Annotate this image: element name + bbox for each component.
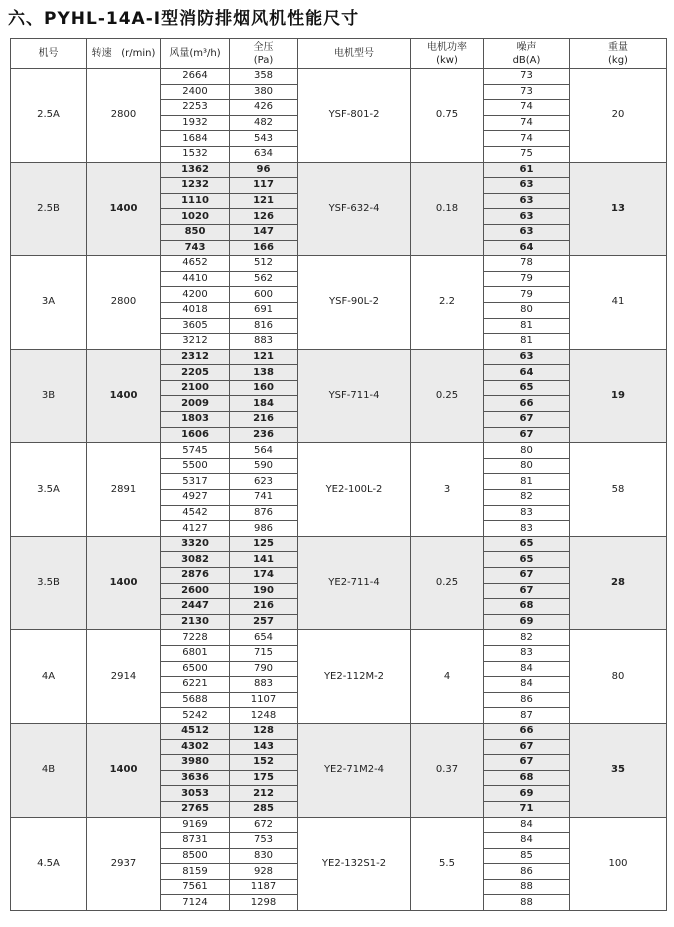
cell-pressure: 928 [230,864,298,880]
table-row [11,817,667,833]
cell-speed: 2914 [87,630,161,724]
cell-airflow: 8731 [161,833,230,849]
cell-pressure: 121 [230,349,298,365]
cell-noise: 67 [484,583,570,599]
cell-noise: 79 [484,271,570,287]
cell-airflow: 1362 [161,162,230,178]
cell-airflow: 1684 [161,131,230,147]
cell-noise: 80 [484,302,570,318]
header-pressure: 全压 (Pa) [230,39,298,69]
cell-model: 3B [11,349,87,443]
cell-airflow: 2600 [161,583,230,599]
cell-airflow: 1532 [161,146,230,162]
cell-speed: 1400 [87,723,161,817]
cell-airflow: 2312 [161,349,230,365]
cell-airflow: 5688 [161,692,230,708]
cell-pressure: 590 [230,458,298,474]
cell-airflow: 6500 [161,661,230,677]
cell-noise: 87 [484,708,570,724]
cell-motor: YE2-100L-2 [298,443,411,537]
cell-noise: 81 [484,474,570,490]
cell-power: 0.37 [411,723,484,817]
cell-airflow: 7124 [161,895,230,911]
table-row [11,443,667,459]
cell-noise: 75 [484,146,570,162]
cell-airflow: 2765 [161,801,230,817]
cell-pressure: 564 [230,443,298,459]
cell-pressure: 121 [230,193,298,209]
header-power: 电机功率 (kw) [411,39,484,69]
cell-motor: YSF-711-4 [298,349,411,443]
cell-noise: 73 [484,69,570,85]
cell-noise: 80 [484,443,570,459]
cell-model: 2.5B [11,162,87,256]
cell-airflow: 2205 [161,365,230,381]
cell-noise: 86 [484,864,570,880]
cell-airflow: 3636 [161,770,230,786]
page-title: 六、PYHL-14A-I型消防排烟风机性能尺寸 [8,9,360,29]
cell-motor: YE2-711-4 [298,536,411,630]
cell-noise: 81 [484,334,570,350]
cell-weight: 28 [570,536,667,630]
cell-airflow: 4410 [161,271,230,287]
cell-noise: 63 [484,193,570,209]
cell-noise: 63 [484,224,570,240]
cell-airflow: 4652 [161,256,230,272]
cell-pressure: 147 [230,224,298,240]
cell-model: 3.5B [11,536,87,630]
cell-motor: YE2-132S1-2 [298,817,411,911]
cell-power: 0.18 [411,162,484,256]
cell-airflow: 3212 [161,334,230,350]
cell-airflow: 3605 [161,318,230,334]
cell-airflow: 4018 [161,302,230,318]
cell-pressure: 426 [230,100,298,116]
cell-pressure: 184 [230,396,298,412]
cell-speed: 2800 [87,256,161,350]
cell-airflow: 5745 [161,443,230,459]
cell-pressure: 125 [230,536,298,552]
header-row [11,39,667,69]
cell-pressure: 190 [230,583,298,599]
cell-power: 5.5 [411,817,484,911]
cell-pressure: 138 [230,365,298,381]
cell-noise: 65 [484,536,570,552]
cell-airflow: 8159 [161,864,230,880]
cell-noise: 61 [484,162,570,178]
fan-model-group [11,443,667,537]
cell-noise: 69 [484,786,570,802]
fan-model-group [11,162,667,256]
cell-noise: 79 [484,287,570,303]
cell-airflow: 1232 [161,178,230,194]
cell-airflow: 850 [161,224,230,240]
cell-pressure: 512 [230,256,298,272]
cell-pressure: 1187 [230,879,298,895]
cell-pressure: 212 [230,786,298,802]
cell-noise: 81 [484,318,570,334]
cell-airflow: 2130 [161,614,230,630]
cell-airflow: 5242 [161,708,230,724]
cell-noise: 83 [484,645,570,661]
cell-pressure: 152 [230,755,298,771]
cell-noise: 84 [484,677,570,693]
cell-noise: 63 [484,209,570,225]
cell-pressure: 741 [230,490,298,506]
cell-pressure: 672 [230,817,298,833]
cell-airflow: 7228 [161,630,230,646]
cell-model: 2.5A [11,69,87,163]
cell-noise: 67 [484,427,570,443]
cell-noise: 67 [484,412,570,428]
cell-noise: 68 [484,770,570,786]
cell-noise: 65 [484,552,570,568]
cell-airflow: 2400 [161,84,230,100]
cell-noise: 84 [484,661,570,677]
cell-noise: 73 [484,84,570,100]
cell-airflow: 2876 [161,568,230,584]
cell-airflow: 4512 [161,723,230,739]
cell-weight: 100 [570,817,667,911]
cell-pressure: 285 [230,801,298,817]
fan-performance-table [10,38,667,911]
cell-airflow: 3980 [161,755,230,771]
cell-pressure: 175 [230,770,298,786]
cell-speed: 1400 [87,162,161,256]
cell-noise: 67 [484,755,570,771]
cell-pressure: 1107 [230,692,298,708]
cell-pressure: 600 [230,287,298,303]
cell-noise: 66 [484,396,570,412]
cell-speed: 2800 [87,69,161,163]
cell-airflow: 1020 [161,209,230,225]
cell-airflow: 1110 [161,193,230,209]
cell-airflow: 4200 [161,287,230,303]
table-row [11,162,667,178]
cell-pressure: 753 [230,833,298,849]
cell-noise: 68 [484,599,570,615]
cell-pressure: 216 [230,599,298,615]
cell-pressure: 883 [230,334,298,350]
cell-power: 2.2 [411,256,484,350]
cell-airflow: 6221 [161,677,230,693]
cell-pressure: 562 [230,271,298,287]
cell-noise: 74 [484,100,570,116]
cell-airflow: 3082 [161,552,230,568]
cell-pressure: 634 [230,146,298,162]
cell-power: 4 [411,630,484,724]
cell-speed: 2891 [87,443,161,537]
cell-noise: 82 [484,630,570,646]
cell-airflow: 8500 [161,848,230,864]
cell-model: 4A [11,630,87,724]
table-row [11,69,667,85]
cell-airflow: 5500 [161,458,230,474]
cell-pressure: 358 [230,69,298,85]
cell-pressure: 883 [230,677,298,693]
cell-noise: 86 [484,692,570,708]
cell-pressure: 691 [230,302,298,318]
cell-speed: 2937 [87,817,161,911]
cell-airflow: 2664 [161,69,230,85]
cell-pressure: 1298 [230,895,298,911]
cell-model: 3A [11,256,87,350]
cell-airflow: 2009 [161,396,230,412]
cell-noise: 84 [484,833,570,849]
cell-noise: 83 [484,521,570,537]
cell-noise: 64 [484,240,570,256]
cell-pressure: 126 [230,209,298,225]
cell-noise: 88 [484,895,570,911]
cell-pressure: 174 [230,568,298,584]
cell-airflow: 6801 [161,645,230,661]
table-row [11,256,667,272]
cell-motor: YE2-112M-2 [298,630,411,724]
cell-pressure: 257 [230,614,298,630]
header-speed: 转速 (r/min) [87,39,161,69]
cell-weight: 20 [570,69,667,163]
cell-airflow: 2100 [161,380,230,396]
cell-noise: 69 [484,614,570,630]
cell-noise: 66 [484,723,570,739]
cell-power: 3 [411,443,484,537]
cell-airflow: 4542 [161,505,230,521]
cell-weight: 80 [570,630,667,724]
cell-airflow: 5317 [161,474,230,490]
cell-noise: 74 [484,115,570,131]
cell-pressure: 790 [230,661,298,677]
cell-weight: 35 [570,723,667,817]
cell-noise: 63 [484,178,570,194]
cell-power: 0.25 [411,536,484,630]
cell-speed: 1400 [87,536,161,630]
cell-noise: 64 [484,365,570,381]
cell-noise: 71 [484,801,570,817]
cell-pressure: 816 [230,318,298,334]
cell-motor: YSF-801-2 [298,69,411,163]
cell-pressure: 623 [230,474,298,490]
cell-airflow: 3320 [161,536,230,552]
cell-weight: 58 [570,443,667,537]
cell-noise: 85 [484,848,570,864]
cell-motor: YE2-71M2-4 [298,723,411,817]
cell-airflow: 9169 [161,817,230,833]
cell-model: 3.5A [11,443,87,537]
cell-noise: 63 [484,349,570,365]
cell-pressure: 166 [230,240,298,256]
cell-noise: 80 [484,458,570,474]
cell-pressure: 380 [230,84,298,100]
cell-pressure: 654 [230,630,298,646]
table-row [11,349,667,365]
fan-model-group [11,69,667,163]
header-noise: 噪声 dB(A) [484,39,570,69]
cell-pressure: 1248 [230,708,298,724]
cell-noise: 78 [484,256,570,272]
cell-weight: 19 [570,349,667,443]
cell-airflow: 1803 [161,412,230,428]
cell-noise: 65 [484,380,570,396]
header-motor: 电机型号 [298,39,411,69]
cell-pressure: 128 [230,723,298,739]
cell-noise: 67 [484,568,570,584]
cell-pressure: 117 [230,178,298,194]
cell-pressure: 141 [230,552,298,568]
cell-noise: 67 [484,739,570,755]
fan-model-group [11,256,667,350]
cell-pressure: 543 [230,131,298,147]
cell-noise: 88 [484,879,570,895]
cell-weight: 41 [570,256,667,350]
cell-pressure: 986 [230,521,298,537]
cell-speed: 1400 [87,349,161,443]
cell-pressure: 160 [230,380,298,396]
header-weight: 重量 (kg) [570,39,667,69]
cell-airflow: 3053 [161,786,230,802]
cell-pressure: 216 [230,412,298,428]
cell-airflow: 4302 [161,739,230,755]
cell-weight: 13 [570,162,667,256]
cell-pressure: 830 [230,848,298,864]
cell-airflow: 2447 [161,599,230,615]
fan-model-group [11,630,667,724]
fan-model-group [11,536,667,630]
cell-power: 0.75 [411,69,484,163]
cell-model: 4B [11,723,87,817]
table-row [11,723,667,739]
cell-pressure: 715 [230,645,298,661]
cell-airflow: 743 [161,240,230,256]
cell-motor: YSF-632-4 [298,162,411,256]
cell-pressure: 96 [230,162,298,178]
cell-motor: YSF-90L-2 [298,256,411,350]
cell-airflow: 2253 [161,100,230,116]
table-row [11,630,667,646]
cell-pressure: 482 [230,115,298,131]
cell-airflow: 4927 [161,490,230,506]
cell-noise: 83 [484,505,570,521]
cell-noise: 74 [484,131,570,147]
fan-model-group [11,723,667,817]
cell-noise: 82 [484,490,570,506]
table-row [11,536,667,552]
cell-model: 4.5A [11,817,87,911]
cell-airflow: 7561 [161,879,230,895]
fan-model-group [11,349,667,443]
cell-pressure: 143 [230,739,298,755]
cell-airflow: 4127 [161,521,230,537]
cell-airflow: 1932 [161,115,230,131]
cell-pressure: 876 [230,505,298,521]
cell-noise: 84 [484,817,570,833]
fan-model-group [11,817,667,911]
header-model: 机号 [11,39,87,69]
header-airflow: 风量(m³/h) [161,39,230,69]
cell-pressure: 236 [230,427,298,443]
cell-airflow: 1606 [161,427,230,443]
cell-power: 0.25 [411,349,484,443]
